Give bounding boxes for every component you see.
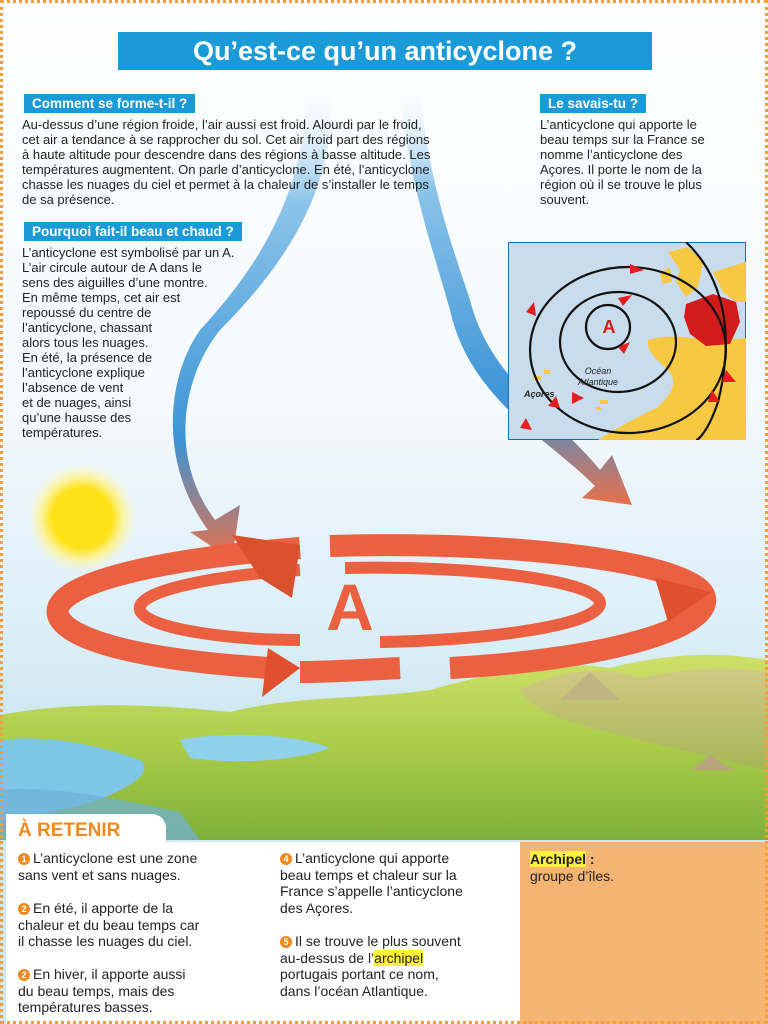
text-line: L’anticyclone est une zone — [33, 850, 198, 866]
text-line: et de nuages, ainsi — [22, 395, 132, 410]
text-line: En été, il apporte de la — [33, 900, 174, 916]
text-line: qu’une hausse des — [22, 410, 132, 425]
text-line: L’air circule autour de A dans le — [22, 260, 202, 275]
text-line: beau temps et chaleur sur la — [280, 866, 457, 883]
text-fragment: au-dessus de l’ — [280, 949, 375, 966]
text-line: cet air a tendance à se rapprocher du sol. Cet air froid part des régions — [22, 132, 430, 147]
item-number-badge: 5 — [280, 936, 292, 948]
text-line: En été, la présence de — [22, 350, 153, 365]
text-line: région où il se trouve le plus — [540, 177, 702, 192]
page-title: Qu’est-ce qu’un anticyclone ? — [118, 32, 652, 70]
text-line: sans vent et sans nuages. — [18, 866, 181, 883]
azores-anticyclone-map — [508, 242, 746, 440]
map-a-label: A — [602, 317, 616, 337]
text-line: nomme l’anticyclone des — [540, 147, 683, 162]
text-line: France s’appelle l’anticyclone — [280, 883, 463, 899]
text-line: En même temps, cet air est — [22, 290, 181, 305]
text-line: de sa présence. — [22, 192, 115, 207]
map-azores-label: Açores — [524, 389, 555, 399]
section-heading-fact: Le savais-tu ? — [540, 94, 646, 113]
item-number-badge: 2 — [18, 903, 30, 915]
text-line: l’absence de vent — [22, 380, 124, 395]
text-line: En hiver, il apporte aussi — [33, 966, 186, 982]
text-line: températures. — [22, 425, 103, 440]
glossary-entry — [530, 851, 760, 884]
text-line: chasse les nuages du ciel et permet à la chaleur de s’installer le temps — [22, 177, 429, 192]
glossary-definition: groupe d’îles. — [530, 867, 615, 884]
item-number-badge: 4 — [280, 853, 292, 865]
item-number-badge: 1 — [18, 853, 30, 865]
text-line: du beau temps, mais des — [18, 982, 175, 999]
text-line: il chasse les nuages du ciel. — [18, 933, 193, 949]
retenir-panel — [0, 814, 768, 1024]
text-line: L’anticyclone qui apporte le — [540, 117, 697, 132]
highlighted-term: archipel — [374, 949, 424, 966]
text-line: des Açores. — [280, 899, 354, 916]
text-line: souvent. — [540, 192, 590, 207]
text-line: dans l’océan Atlantique. — [280, 982, 428, 999]
retenir-item — [18, 966, 268, 1016]
text-line: sens des aiguilles d’une montre. — [22, 275, 208, 290]
text-line: l’anticyclone explique — [22, 365, 145, 380]
section-heading-weather: Pourquoi fait-il beau et chaud ? — [24, 222, 242, 241]
section-text-fact — [540, 117, 750, 207]
section-text-weather — [22, 245, 287, 440]
glossary-separator: : — [586, 851, 595, 867]
retenir-heading: À RETENIR — [18, 820, 121, 841]
retenir-item — [18, 850, 268, 883]
map-ocean-label: Atlantique — [577, 377, 619, 387]
text-line: l’anticyclone, chassant — [22, 320, 153, 335]
text-line: Açores. Il porte le nom de la — [540, 162, 702, 177]
item-number-badge: 2 — [18, 969, 30, 981]
sun-icon — [27, 463, 137, 573]
retenir-item — [280, 850, 515, 916]
text-line: à haute altitude pour descendre dans des régions à basse altitude. Les — [22, 147, 431, 162]
text-line: portugais portant ce nom, — [280, 966, 439, 982]
section-text-form — [22, 117, 522, 207]
text-line: L’anticyclone qui apporte — [295, 850, 450, 866]
text-line: chaleur et du beau temps car — [18, 916, 200, 933]
retenir-item — [18, 900, 268, 950]
text-line: Au-dessus d’une région froide, l’air aussi est froid. Alourdi par le froid, — [22, 117, 422, 132]
text-line: repoussé du centre de — [22, 305, 152, 320]
map-ocean-label: Océan — [584, 366, 612, 376]
glossary-term: Archipel — [530, 851, 587, 867]
text-line: Il se trouve le plus souvent — [295, 933, 461, 949]
illustration-a-label: A — [326, 570, 374, 644]
text-line: L’anticyclone est symbolisé par un A. — [22, 245, 235, 260]
text-line: températures augmentent. On parle d’anticyclone. En été, l’anticyclone — [22, 162, 430, 177]
retenir-item — [280, 933, 515, 999]
text-line: alors tous les nuages. — [22, 335, 149, 350]
text-line: beau temps sur la France se — [540, 132, 705, 147]
text-line: températures basses. — [18, 999, 153, 1015]
section-heading-form: Comment se forme-t-il ? — [24, 94, 195, 113]
